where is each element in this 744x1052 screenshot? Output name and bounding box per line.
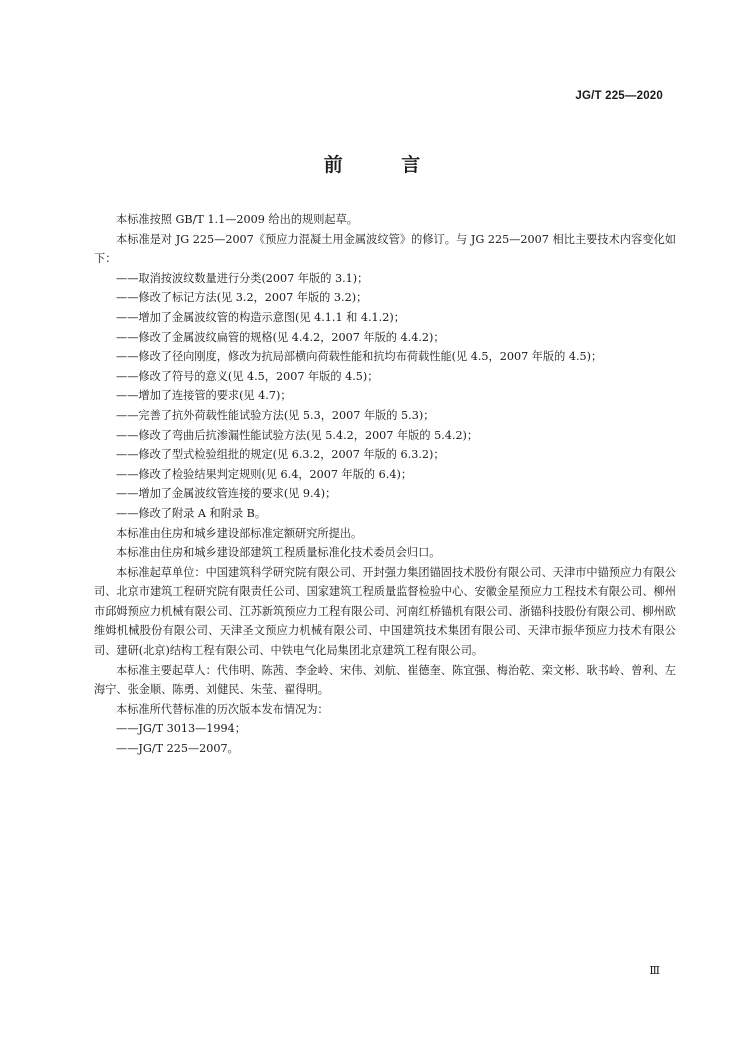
page-number: Ⅲ [649, 964, 660, 977]
change-item: ——取消按波纹数量进行分类(2007 年版的 3.1)； [116, 271, 369, 285]
change-item: ——增加了连接管的要求(见 4.7)； [116, 389, 292, 403]
foreword-body [94, 210, 676, 759]
change-item: ——增加了金属波纹管的构造示意图(见 4.1.1 和 4.1.2)； [116, 310, 405, 324]
change-item: ——修改了径向刚度，修改为抗局部横向荷载性能和抗均布荷载性能(见 4.5，2007 年版的 4.5)； [116, 350, 603, 364]
paragraph-proposer: 本标准由住房和城乡建设部标准定额研究所提出。 [116, 526, 363, 540]
change-item: ——修改了符号的意义(见 4.5，2007 年版的 4.5)； [116, 369, 379, 383]
change-item: ——修改了型式检验组批的规定(见 6.3.2，2007 年版的 6.3.2)； [116, 448, 445, 462]
change-item: ——修改了检验结果判定规则(见 6.4，2007 年版的 6.4)； [116, 467, 413, 481]
paragraph-committee: 本标准由住房和城乡建设部建筑工程质量标准化技术委员会归口。 [116, 546, 441, 560]
page-title: 前 言 [323, 154, 447, 176]
paragraph-drafting-rules: 本标准按照 GB/T 1.1—2009 给出的规则起草。 [116, 213, 358, 226]
change-item: ——修改了弯曲后抗渗漏性能试验方法(见 5.4.2，2007 年版的 5.4.2)； [116, 428, 479, 442]
history-item: ——JG/T 225—2007。 [116, 742, 239, 756]
change-item: ——增加了金属波纹管连接的要求(见 9.4)； [116, 487, 337, 501]
standard-code: JG/T 225—2020 [575, 90, 663, 102]
change-item: ——完善了抗外荷载性能试验方法(见 5.3，2007 年版的 5.3)； [116, 408, 435, 422]
history-item: ——JG/T 3013—1994； [116, 722, 246, 736]
change-item: ——修改了附录 A 和附录 B。 [116, 506, 267, 520]
change-item: ——修改了金属波纹扁管的规格(见 4.4.2，2007 年版的 4.4.2)； [116, 330, 445, 344]
paragraph-drafters: 本标准主要起草人：代伟明、陈茜、李金岭、宋伟、刘航、崔德奎、陈宜强、梅治乾、栾文彬、耿书岭、曾利、左海宁、张金顺、陈勇、刘健民、朱莹、翟得明。 [94, 663, 676, 697]
paragraph-revision-intro: 本标准是对 JG 225—2007《预应力混凝土用金属波纹管》的修订。与 JG 225—2007 相比主要技术内容变化如下： [94, 232, 676, 266]
paragraph-drafting-units: 本标准起草单位：中国建筑科学研究院有限公司、开封强力集团锚固技术股份有限公司、天津市中锚预应力有限公司、北京市建筑工程研究院有限责任公司、国家建筑工程质量监督检验中心、安徽金星预应力工程技术有限公司、柳州市邱姆预应力机械有限公司、江苏新筑预应力工程有限公司、河南红桥锚机有限公司、浙锚科技股份有限公司、柳州欧维姆机械股份有限公司、天津圣文预应力机械有限公司、中国建筑技术集团有限公司、天津市振华预应力技术有限公司、建研(北京)结构工程有限公司、中铁电气化局集团北京建筑工程有限公司。 [94, 565, 676, 658]
change-item: ——修改了标记方法(见 3.2，2007 年版的 3.2)； [116, 291, 368, 305]
paragraph-history-intro: 本标准所代替标准的历次版本发布情况为： [116, 702, 329, 716]
